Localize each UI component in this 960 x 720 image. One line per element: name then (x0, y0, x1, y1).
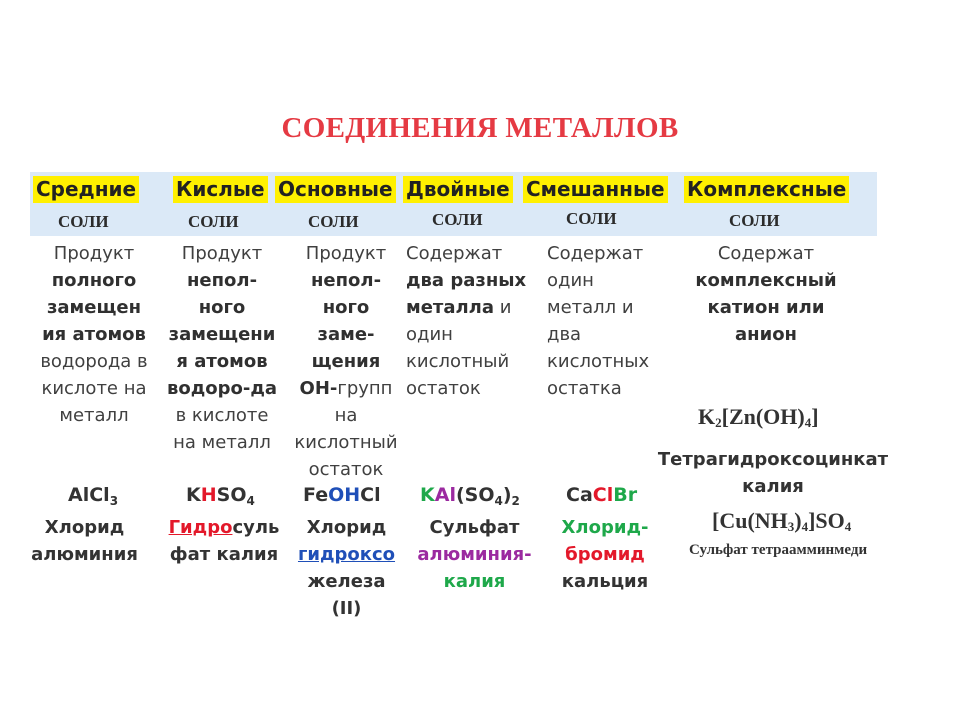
header-srednie: Средние (33, 176, 139, 203)
formula-feohcl: FeOHCl (303, 484, 381, 506)
desc-kislye: Продукт непол- ного замещени я атомов водоро-да в кислоте на металл (166, 243, 278, 453)
formula-khso4: $KHSO_4$ (186, 484, 255, 508)
desc-smeshannye: Содержат один металл и два кислотных остатка (547, 243, 650, 399)
name-tetraamminmedi: Сульфат тетраамминмеди (689, 542, 868, 558)
soli-label-1: СОЛИ (58, 212, 109, 231)
desc-kompleksnye: Содержат комплексный катион или анион (695, 243, 837, 345)
soli-label-2: СОЛИ (188, 212, 239, 231)
soli-label-5: СОЛИ (566, 209, 617, 228)
page-title: СОЕДИНЕНИЯ МЕТАЛЛОВ (281, 112, 679, 144)
header-smeshannye: Смешанные (523, 176, 668, 203)
soli-label-3: СОЛИ (308, 212, 359, 231)
soli-label-4: СОЛИ (432, 210, 483, 229)
header-kislye: Кислые (173, 176, 268, 203)
desc-osnovnye: Продукт непол- ного заме- щения ОН-групп на кислотный остаток (294, 243, 398, 480)
header-dvoinye: Двойные (403, 176, 513, 203)
soli-label-6: СОЛИ (729, 211, 780, 230)
formula-k2-zn-oh4: $K_2[Zn(OH)_4]$ (698, 404, 819, 430)
name-khso4: Гидросуль фат калия (168, 517, 280, 565)
desc-srednie: Продукт полного замещен ия атомов водорода в кислоте на металл (40, 243, 148, 426)
name-alcl3: Хлорид алюминия (31, 517, 138, 565)
name-caclbr: Хлорид- бромид кальция (561, 517, 649, 592)
formula-caclbr: CaClBr (566, 484, 638, 506)
formula-cu-nh3-4-so4: $[Cu(NH_3)_4]SO_4$ (712, 508, 852, 534)
name-feohcl: Хлорид гидроксо железа (II) (297, 517, 396, 619)
header-osnovnye: Основные (275, 176, 396, 203)
formula-kal-so4-2: $KAl(SO_4)_2$ (420, 484, 520, 508)
formula-alcl3: AlCl$_3$ (68, 484, 119, 508)
desc-dvoinye: Содержат два разных металла и один кислотный остаток (406, 243, 527, 399)
header-kompleksnye: Комплексные (684, 176, 849, 203)
name-tetragidroksocinkat: Тетрагидроксоцинкат калия (657, 449, 889, 497)
name-kal-so4-2: Сульфат алюминия- калия (417, 517, 532, 592)
